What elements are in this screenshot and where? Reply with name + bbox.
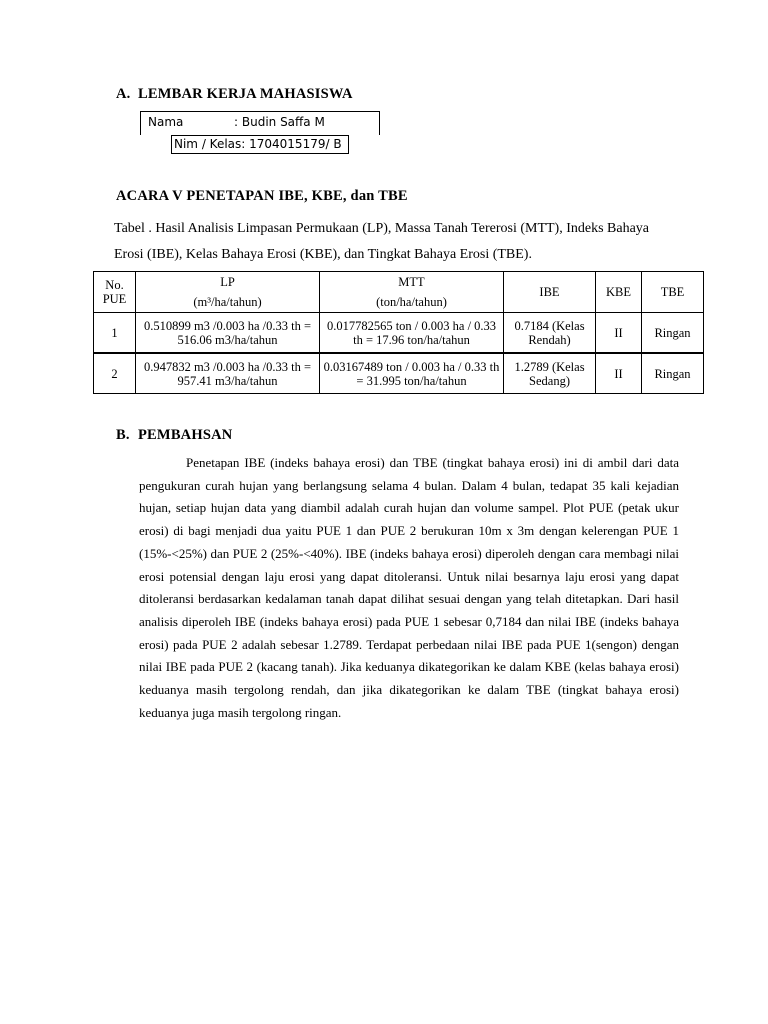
header-tbe: TBE: [642, 272, 704, 313]
cell-mtt: 0.017782565 ton / 0.003 ha / 0.33 th = 17.96 ton/ha/tahun: [320, 313, 504, 353]
header-mtt-unit: (ton/ha/tahun): [376, 295, 447, 309]
name-label: Nama: [148, 115, 184, 129]
name-row: [148, 115, 325, 129]
name-value: : Budin Saffa M: [234, 115, 325, 129]
identity-box: [140, 111, 380, 157]
cell-no: 2: [94, 354, 136, 394]
table-header-row: [94, 272, 704, 313]
section-a-heading: [116, 86, 353, 103]
section-a-number: A.: [116, 86, 131, 102]
cell-kbe: II: [596, 313, 642, 353]
section-b-heading: [116, 427, 232, 444]
discussion-paragraph: [139, 452, 679, 724]
discussion-text: Penetapan IBE (indeks bahaya erosi) dan TBE (tingkat bahaya erosi) ini di ambil dari data pengukuran curah hujan yang berlangsung selama 4 bulan. Dalam 4 bulan, tedapat 35 kali kejadian hujan, setiap hujan data yang diambil adalah curah hujan dan volume sampel. Plot PUE (petak ukur erosi) di bagi menjadi dua yaitu PUE 1 dan PUE 2 berukuran 10m x 3m dengan kelerengan PUE 1 (15%-<25%) dan PUE 2 (25%-<40%). IBE (indeks bahaya erosi) diperoleh dengan cara membagi nilai erosi potensial dengan laju erosi yang dapat ditoleransi. Untuk nilai besarnya laju erosi yang dapat ditoleransi berdasarkan kedalaman tanah dapat dilihat sesuai dengan yang telah ditetapkan. Dari hasil analisis diperoleh IBE (indeks bahaya erosi) pada PUE 1 sebesar 0,7184 dan nilai IBE (indeks bahaya erosi) pada PUE 2 adalah sebesar 1.2789. Terdapat perbedaan nilai IBE pada PUE 1(sengon) dengan nilai IBE pada PUE 2 (kacang tanah). Jika keduanya dikategorikan ke dalam KBE (kelas bahaya erosi) keduanya masih tergolong rendah, dan jika dikategorikan ke dalam TBE (tingkat bahaya erosi) keduanya juga masih tergolong ringan.: [139, 455, 679, 720]
section-a-title: LEMBAR KERJA MAHASISWA: [138, 86, 353, 102]
cell-tbe: Ringan: [642, 313, 704, 353]
section-b-number: B.: [116, 427, 130, 443]
header-mtt: [320, 272, 504, 313]
table-row: [94, 313, 704, 353]
header-lp: [136, 272, 320, 313]
acara-title: ACARA V PENETAPAN IBE, KBE, dan TBE: [116, 188, 408, 204]
cell-tbe: Ringan: [642, 354, 704, 394]
header-lp-unit: (m³/ha/tahun): [193, 295, 262, 309]
table-caption: Tabel . Hasil Analisis Limpasan Permukaan (LP), Massa Tanah Tererosi (MTT), Indeks Bahaya Erosi (IBE), Kelas Bahaya Erosi (KBE), dan Tingkat Bahaya Erosi (TBE).: [114, 221, 650, 262]
nim-class-field: Nim / Kelas: 1704015179/ B: [171, 135, 349, 154]
cell-lp: 0.510899 m3 /0.003 ha /0.33 th = 516.06 m3/ha/tahun: [136, 313, 320, 353]
cell-mtt: 0.03167489 ton / 0.003 ha / 0.33 th = 31.995 ton/ha/tahun: [320, 354, 504, 394]
header-lp-label: LP: [220, 275, 235, 289]
cell-lp: 0.947832 m3 /0.003 ha /0.33 th = 957.41 m3/ha/tahun: [136, 354, 320, 394]
header-mtt-label: MTT: [398, 275, 425, 289]
results-table: [93, 271, 704, 394]
cell-ibe: 1.2789 (Kelas Sedang): [504, 354, 596, 394]
header-kbe: KBE: [596, 272, 642, 313]
section-b-title: PEMBAHSAN: [138, 427, 233, 443]
cell-ibe: 0.7184 (Kelas Rendah): [504, 313, 596, 353]
header-ibe: IBE: [504, 272, 596, 313]
header-no-pue: No. PUE: [94, 272, 136, 313]
table-row: [94, 354, 704, 394]
cell-kbe: II: [596, 354, 642, 394]
cell-no: 1: [94, 313, 136, 353]
